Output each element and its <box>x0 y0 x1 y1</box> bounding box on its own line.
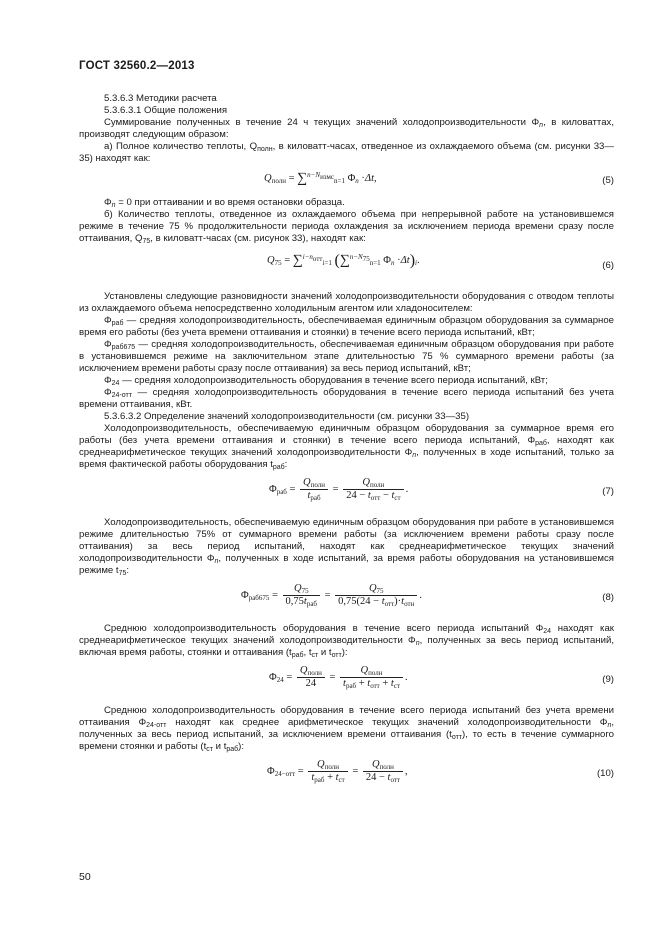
definition-phi-24ott: $\Phi_{24-отт}$ — средняя холодопроизводительность оборудования в течение всего периода испытаний без учета времени оттаивания, кВт. <box>79 387 614 410</box>
intro-paragraph: Суммирование полученных в течение 24 ч текущих значений холодопроизводительности $\Phi_n$, в киловаттах, производят следующим образом: <box>79 117 614 140</box>
phi-zero-note: $\Phi_n = 0$ при оттаивании и во время остановки образца. <box>104 197 345 209</box>
equation-6-expression: $Q_{75} = \sum^{i-n_{отт}}_{i=1}$ (∑$^{n-N_{75}}_{n=1}$ $\Phi_n \cdot\Delta t)_i$. <box>267 252 420 269</box>
equation-6 <box>79 249 614 283</box>
equation-7 <box>79 475 614 509</box>
definition-phi-rab: $\Phi_{раб}$ — средняя холодопроизводительность, обеспечиваемая единичным образцом оборудования за суммарное время его работы (без учета времени оттаивания и стоянки) в течение всего периода испытаний, кВт; <box>79 315 614 338</box>
section-5363-title: 5.3.6.3 Методики расчета <box>104 93 217 104</box>
equation-8 <box>79 581 614 615</box>
section-53632-title: 5.3.6.3.2 Определение значений холодопроизводительности (см. рисунки 33—35) <box>104 411 470 422</box>
paragraph-eq10: Среднюю холодопроизводительность оборудования в течение всего периода испытаний без учета времени оттаивания $\Phi_{24-отт}$ находят как среднее арифметическое текущих значений холодопроизводительности $\Phi_n$, полученных за весь период испытаний, за исключением времени оттаивания $(t_{отт})$, то есть в течение суммарного времени стоянки и работы ($t_{ст}$ и $t_{раб}$): <box>79 705 615 753</box>
kinds-intro-paragraph: Установлены следующие разновидности значений холодопроизводительности оборудования с отводом теплоты из охлаждаемого объема непосредственно холодильным агентом или хладоносителем: <box>79 291 614 314</box>
equation-5-number: (5) <box>602 175 614 186</box>
equation-7-expression: $\Phi_{раб}$ = $\frac{Q_{полн}}{t_{раб}}$ = $\frac{Q_{полн}}{24 - t_{отт} - t_{ст}}$ . <box>269 477 409 502</box>
equation-10-number: (10) <box>596 768 614 779</box>
equation-9-expression: $\Phi_{24}$ = $\frac{Q_{полн}}{24}$ = $\frac{Q_{полн}}{t_{раб} + t_{отт} + t_{ст}}$ . <box>269 665 408 690</box>
item-b-paragraph: б) Количество теплоты, отведенное из охлаждаемого объема при непрерывной работе на установившемся режиме в течение 75 % продолжительности периода охлаждения за исключением периода времени сразу после оттаивания, $Q_{75}$, в киловатт-часах (см. рисунок 33), находят как: <box>79 209 614 245</box>
paragraph-eq8: Холодопроизводительность, обеспечиваемую единичным образцом оборудования при работе в установившемся режиме длительностью 75% от суммарного времени работы (за исключением времени работы сразу после оттаивания) за весь период испытаний, находят как среднеарифметическое текущих значений холодопроизводительности $\Phi_n$, полученных в ходе испытаний, за время работы оборудования на установившемся режиме $t_{75}$: <box>79 517 614 577</box>
paragraph-eq7: Холодопроизводительность, обеспечиваемую единичным образцом оборудования за суммарное время его работы (без учета времени оттаивания и стоянки) в течение всего периода испытаний, $\Phi_{раб}$, находят как среднеарифметическое текущих значений холодопроизводительности $\Phi_n$, полученных в ходе испытаний, только за время фактической работы оборудования $t_{раб}$: <box>79 423 614 471</box>
equation-9-number: (9) <box>602 674 614 685</box>
page-number: 50 <box>79 871 91 883</box>
equation-5-expression: $Q_{полн} = \sum^{n-N_{измс}}_{n=1}$ $\Phi_n \cdot\Delta t$, <box>264 171 377 186</box>
paragraph-eq9: Среднюю холодопроизводительность оборудования в течение всего периода испытаний $\Phi_{24}$ находят как среднеарифметическое текущих значений холодопроизводительности $\Phi_n$, полученных за весь период испытаний, включая время работы, стоянки и оттаивания ($t_{раб}$, $t_{ст}$ и $t_{отт}$): <box>79 623 614 659</box>
equation-8-number: (8) <box>602 592 614 603</box>
equation-10-expression: $\Phi_{24-отт}$ = $\frac{Q_{полн}}{t_{раб} + t_{ст}}$ = $\frac{Q_{полн}}{24 - t_{отт}}$ , <box>267 759 408 784</box>
definition-phi-rab675: $\Phi_{раб675}$ — средняя холодопроизводительность, обеспечиваемая единичным образцом оборудования при работе в установившемся режиме на заключительном этапе длительностью 75 % суммарного времени работы (за исключением времени работы сразу после оттаивания) за весь период испытаний, кВт; <box>79 339 614 374</box>
equation-8-expression: $\Phi_{раб675}$ = $\frac{Q_{75}}{0,75t_{раб}}$ = $\frac{Q_{75}}{0,75(24 - t_{отт})\cdot t_{отн}}$ . <box>241 583 422 608</box>
section-53631-title: 5.3.6.3.1 Общие положения <box>104 105 228 116</box>
equation-10 <box>79 757 614 791</box>
equation-5 <box>79 169 614 193</box>
equation-6-number: (6) <box>602 260 614 271</box>
document-header: ГОСТ 32560.2—2013 <box>79 60 195 72</box>
item-a-paragraph: а) Полное количество теплоты, $Q_{полн}$, в киловатт-часах, отведенное из охлаждаемого объема (см. рисунки 33—35) находят как: <box>79 141 614 164</box>
equation-9 <box>79 663 614 697</box>
document-body <box>79 93 614 795</box>
equation-7-number: (7) <box>602 486 614 497</box>
definition-phi-24: $\Phi_{24}$ — средняя холодопроизводительность оборудования в течение всего периода испытаний, кВт; <box>104 375 548 387</box>
